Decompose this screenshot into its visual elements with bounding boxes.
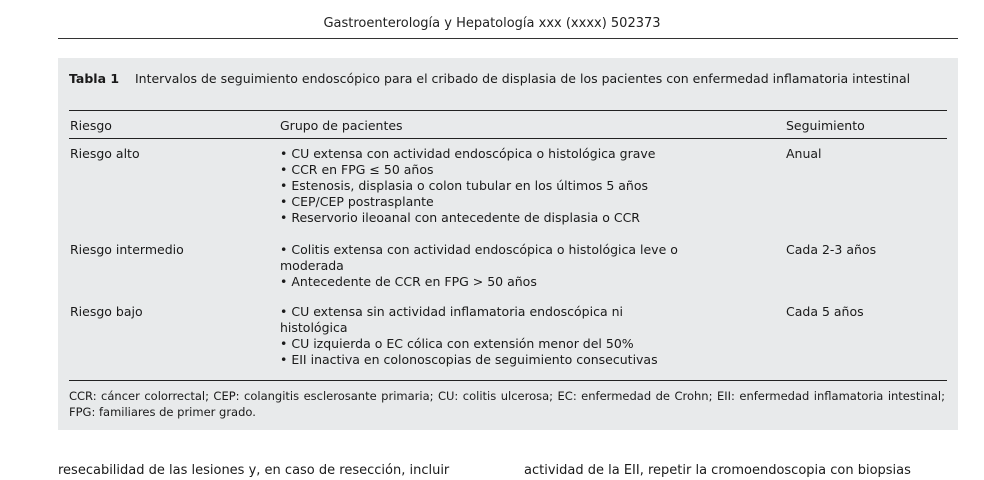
followup-low: Cada 5 años [786, 304, 864, 319]
table-bottom-rule [69, 380, 947, 381]
table-box [58, 58, 958, 430]
list-item: • CU izquierda o EC cólica con extensión menor del 50% [280, 336, 634, 351]
journal-header: Gastroenterología y Hepatología xxx (xxxx) 502373 [323, 16, 661, 31]
header-followup: Seguimiento [786, 118, 865, 133]
header-risk: Riesgo [70, 118, 112, 133]
header-group: Grupo de pacientes [280, 118, 403, 133]
group-intermediate [280, 242, 710, 290]
header-rule-bottom [69, 138, 947, 139]
followup-intermediate: Cada 2-3 años [786, 242, 877, 257]
list-item: • Reservorio ileoanal con antecedente de displasia o CCR [280, 210, 640, 225]
table-caption-text: Intervalos de seguimiento endoscópico para el cribado de displasia de los pacientes con enfermedad inflamatoria intestinal [134, 71, 911, 86]
list-item: • Estenosis, displasia o colon tubular en los últimos 5 años [280, 178, 648, 193]
risk-intermediate: Riesgo intermedio [70, 242, 184, 257]
body-text-right: actividad de la EII, repetir la cromoendoscopia con biopsias [524, 463, 911, 478]
table-label: Tabla 1 [69, 71, 120, 86]
group-high [280, 146, 720, 226]
header-rule [58, 38, 958, 39]
table-top-rule [69, 110, 947, 111]
list-item: • CU extensa con actividad endoscópica o histológica grave [280, 146, 656, 161]
list-item: • Antecedente de CCR en FPG > 50 años [280, 274, 537, 289]
followup-high: Anual [786, 146, 822, 161]
risk-low: Riesgo bajo [70, 304, 143, 319]
list-item: • EII inactiva en colonoscopias de seguimiento consecutivas [280, 352, 658, 367]
risk-high: Riesgo alto [70, 146, 140, 161]
list-item: • CEP/CEP postrasplante [280, 194, 434, 209]
table-caption [69, 70, 945, 88]
body-text-left: resecabilidad de las lesiones y, en caso de resección, incluir [58, 463, 450, 478]
table-footnote: CCR: cáncer colorrectal; CEP: colangitis esclerosante primaria; CU: colitis ulcerosa; EC: enfermedad de Crohn; EII: enfermedad inflamatoria intestinal; FPG: familiares de primer grado. [69, 389, 945, 419]
list-item: • CU extensa sin actividad inflamatoria endoscópica ni histológica [280, 304, 623, 335]
list-item: • CCR en FPG ≤ 50 años [280, 162, 434, 177]
group-low [280, 304, 680, 368]
list-item: • Colitis extensa con actividad endoscópica o histológica leve o moderada [280, 242, 678, 273]
